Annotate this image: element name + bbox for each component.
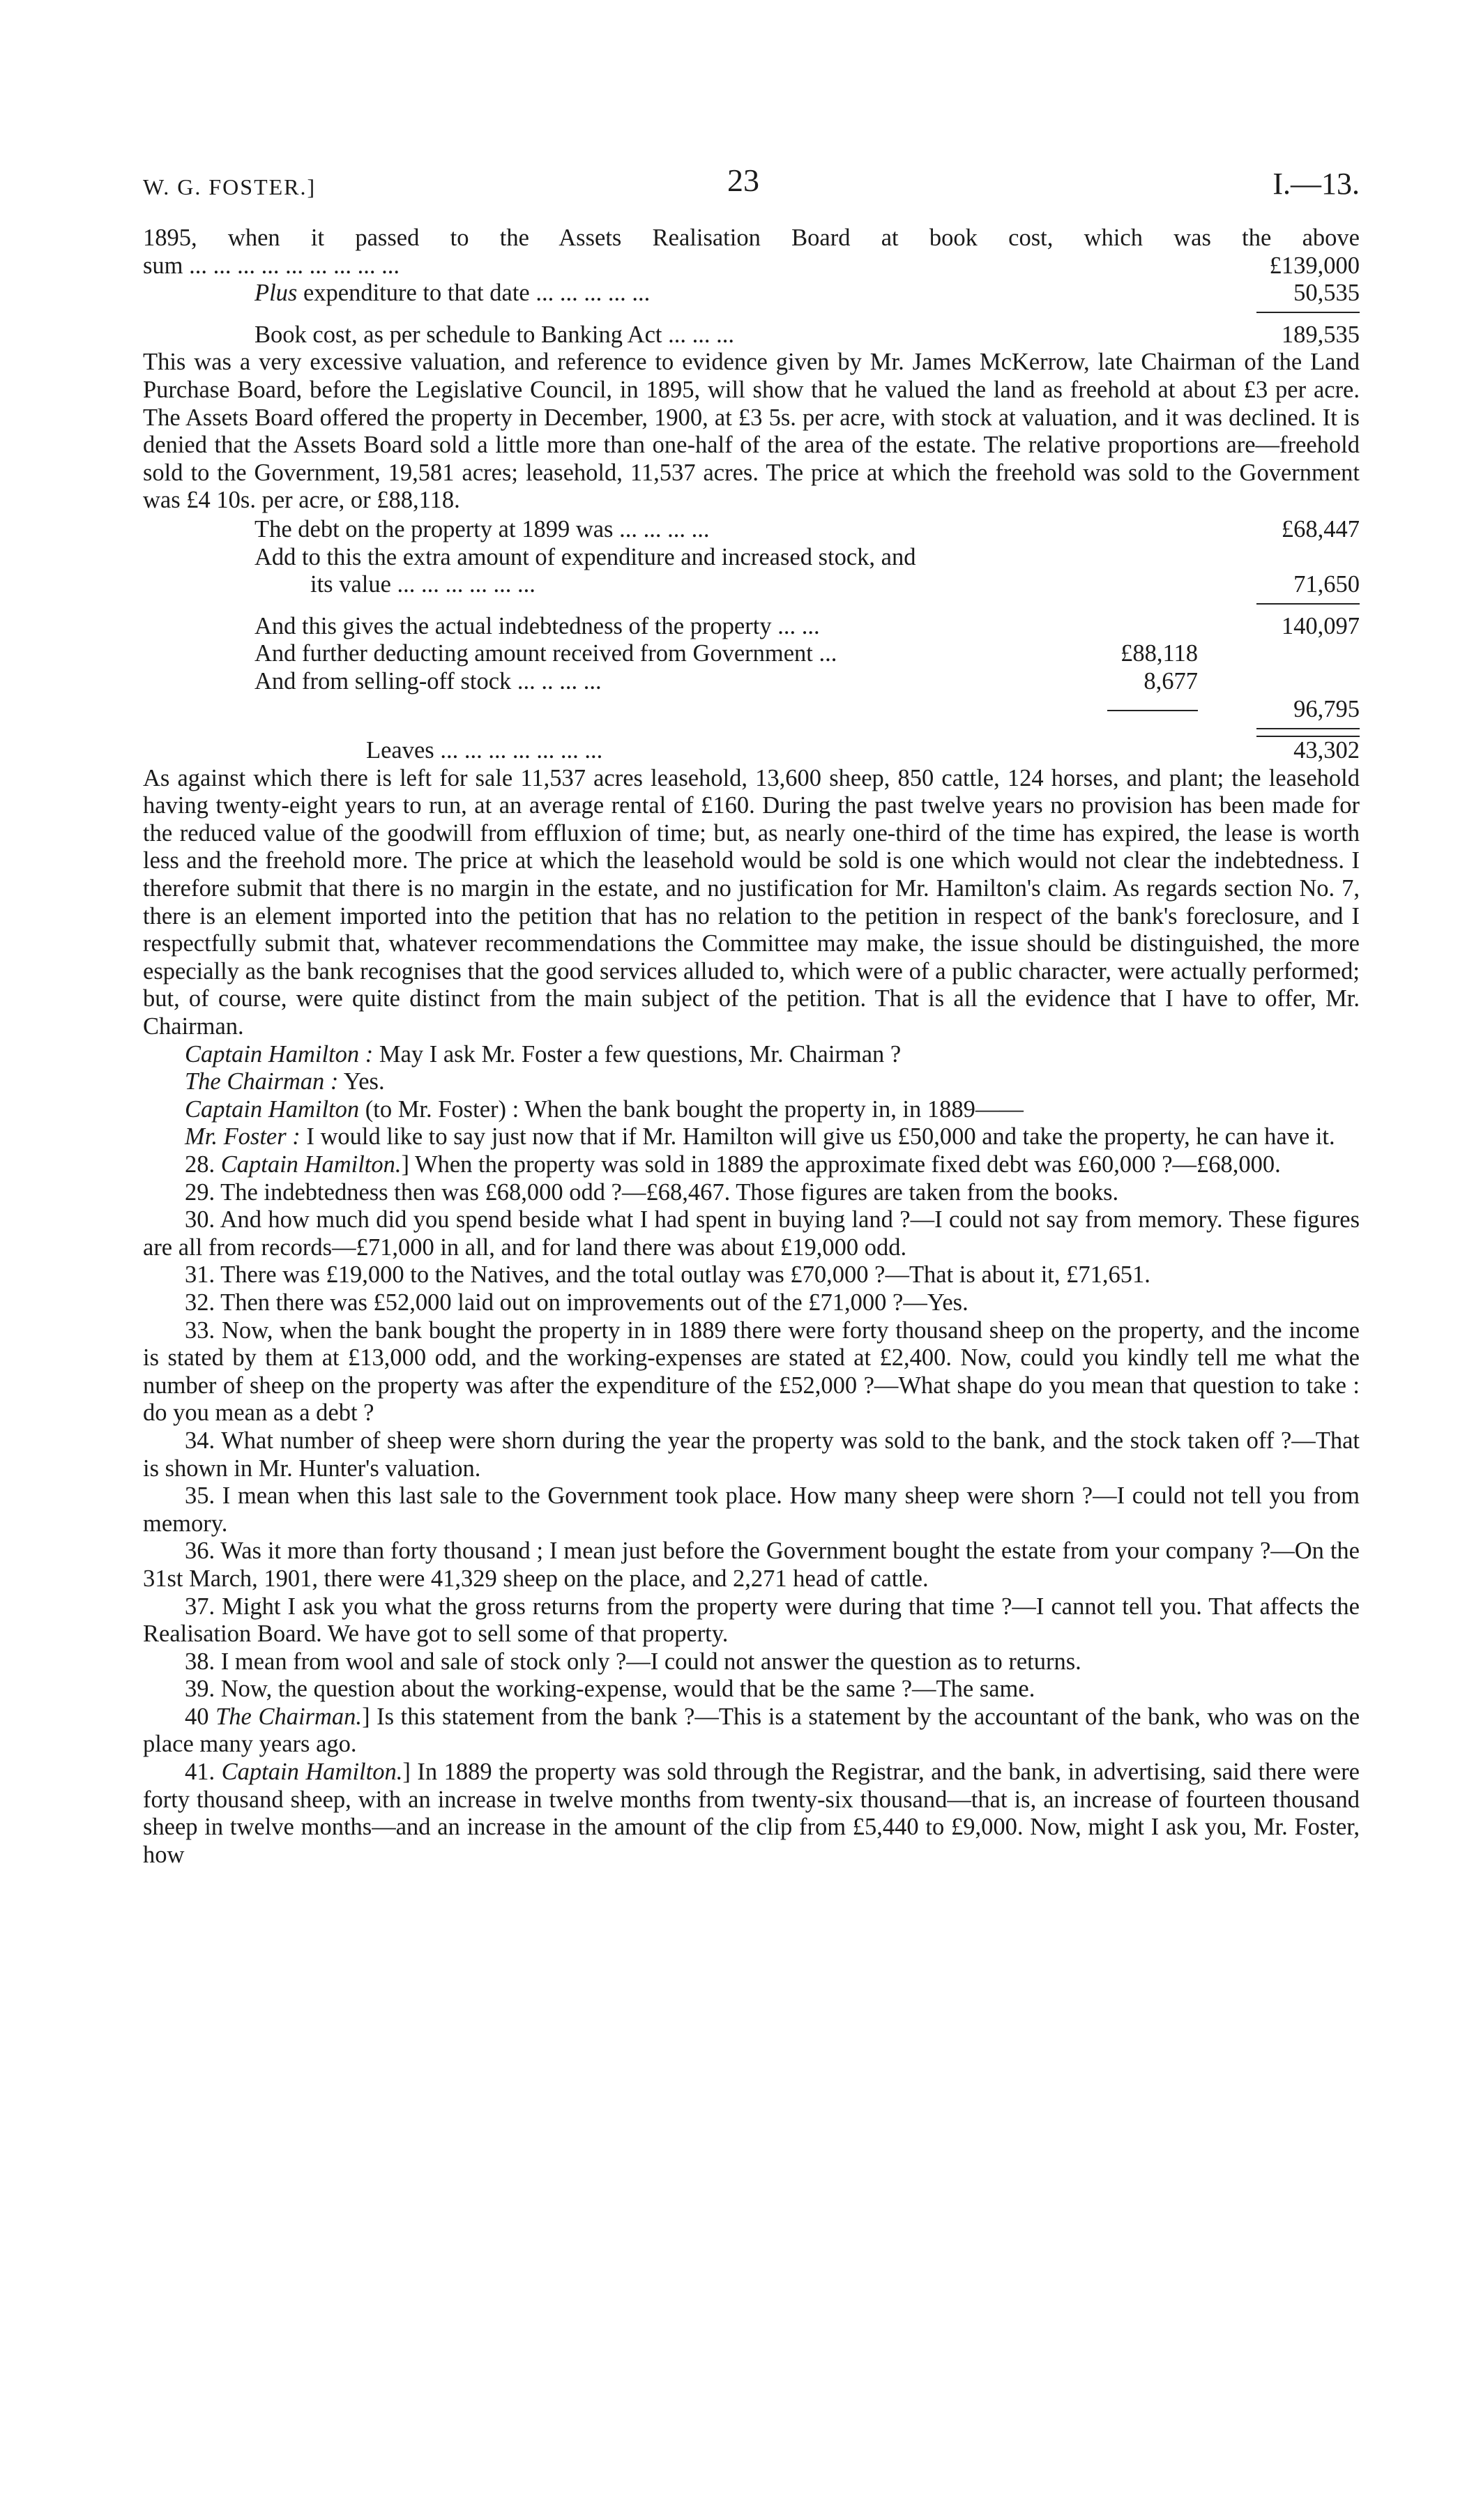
ledger-label: Add to this the extra amount of expenditure and increased stock, and <box>254 543 916 570</box>
dialogue-line <box>143 1123 1360 1151</box>
question-28 <box>143 1151 1360 1179</box>
question-text: There was £19,000 to the Natives, and the total outlay was £70,000 ?—That is about it, £71,651. <box>220 1261 1150 1289</box>
question-number: 31. <box>185 1261 215 1289</box>
utterance: (to Mr. Foster) : When the bank bought the property in, in 1889—— <box>359 1095 1024 1123</box>
question-number: 34. <box>185 1427 215 1454</box>
ledger-row-leaves <box>143 737 1360 765</box>
question-text: ] Is this statement from the bank ?—This is a statement by the accountant of the bank, who was on the place many years ago. <box>143 1703 1360 1758</box>
ledger-row-stock <box>143 668 1360 696</box>
ledger-amount: 50,535 <box>1293 280 1360 307</box>
ledger-label <box>254 280 650 308</box>
sum-rule <box>1256 603 1360 605</box>
question-text: Now, the question about the working-expense, would that be the same ?—The same. <box>220 1676 1035 1703</box>
question-32 <box>143 1289 1360 1317</box>
question-38 <box>143 1648 1360 1676</box>
question-39 <box>143 1676 1360 1703</box>
ledger-label: its value ... ... ... ... ... ... <box>310 571 535 598</box>
ledger-label: The debt on the property at 1899 was ... ... ... ... <box>254 515 710 542</box>
ledger-row-sum <box>143 252 1360 280</box>
dialogue-line <box>143 1068 1360 1096</box>
ledger-label: Book cost, as per schedule to Banking Act ... ... ... <box>254 321 734 348</box>
ledger-label: sum ... ... ... ... ... ... ... ... ... <box>143 252 400 279</box>
ledger-label: And this gives the actual indebtedness of the property ... ... <box>254 612 820 639</box>
sum-rule <box>1256 312 1360 313</box>
question-speaker: Captain Hamilton. <box>221 1759 403 1786</box>
speaker: The Chairman : <box>185 1068 339 1095</box>
header-witness-name: W. G. FOSTER.] <box>143 174 317 199</box>
question-number: 33. <box>185 1316 215 1344</box>
plus-label: Plus <box>254 280 298 307</box>
sum-rule <box>1256 736 1360 737</box>
dialogue-section <box>143 1041 1360 1151</box>
question-text: Was it more than forty thousand ; I mean just before the Government bought the estate from your company ?—On the 31st March, 1901, there were 41,329 sheep on the place, and 2,271 head of cattle. <box>143 1538 1360 1592</box>
ledger-amount: 189,535 <box>1281 321 1360 348</box>
question-number: 29. <box>185 1178 215 1206</box>
question-text: ] In 1889 the property was sold through the Registrar, and the bank, in advertising, said there were forty thousand sheep, with an increase in twelve months from twenty-six thousand—that is, an increase of fourteen thousand sheep in twelve months—and an increase in the amount of the clip from £5,440 to £9,000. Now, might I ask you, Mr. Foster, how <box>143 1759 1360 1868</box>
dialogue-line <box>143 1041 1360 1069</box>
question-41 <box>143 1759 1360 1869</box>
question-text: I mean when this last sale to the Government took place. How many sheep were shorn ?—I could not tell you from memory. <box>143 1482 1360 1537</box>
question-text: And how much did you spend beside what I had spent in buying land ?—I could not say from memory. These figures are all from records—£71,000 in all, and for land there was about £19,000 odd. <box>143 1206 1360 1261</box>
utterance: Yes. <box>338 1068 385 1095</box>
question-number: 28. <box>185 1151 215 1178</box>
question-text: ] When the property was sold in 1889 the approximate fixed debt was £60,000 ?—£68,000. <box>401 1151 1281 1178</box>
question-40 <box>143 1703 1360 1759</box>
sub-rule <box>1107 710 1198 711</box>
question-speaker: The Chairman. <box>215 1703 363 1730</box>
paragraph-leasehold: As against which there is left for sale 11,537 acres leasehold, 13,600 sheep, 850 cattle, 124 horses, and plant; the leasehold having twenty-eight years to run, at an average rental of £160. During the past twelve years no provision has been made for the reduced value of the goodwill from effluxion of time; but, as nearly one-third of the time has expired, the lease is worth less and the freehold more. The price at which the leasehold would be sold is one which would not clear the indebtedness. I therefore submit that there is no margin in the estate, and no justification for Mr. Hamilton's claim. As regards section No. 7, there is an element imported into the petition that has no relation to the petition in respect of the bank's foreclosure, and I respectfully submit that, whatever recommendations the Committee may make, the issue should be distinguished, the more especially as the bank recognises that the good services alluded to, which were of a public character, were actually performed; but, of course, were quite distinct from the main subject of the petition. That is all the evidence that I have to offer, Mr. Chairman. <box>143 764 1360 1040</box>
questions-section <box>143 1151 1360 1869</box>
question-number: 35. <box>185 1482 215 1510</box>
ledger-label: And from selling-off stock ... .. ... ... <box>254 667 602 694</box>
question-text: Then there was £52,000 laid out on improvements out of the £71,000 ?—Yes. <box>220 1289 968 1316</box>
question-number: 41. <box>185 1759 215 1786</box>
question-number: 39. <box>185 1676 215 1703</box>
ledger-row-book-cost <box>143 321 1360 349</box>
page-header <box>143 162 1360 204</box>
ledger-sub-amount: £88,118 <box>1120 640 1198 667</box>
page-body <box>143 225 1360 1869</box>
ledger-row-subtotal <box>143 696 1360 724</box>
paragraph-valuation: This was a very excessive valuation, and reference to evidence given by Mr. James McKerrow, late Chairman of the Land Purchase Board, before the Legislative Council, in 1895, will show that he valued the land as freehold at about £3 per acre. The Assets Board offered the property in December, 1900, at £3 5s. per acre, with stock at valuation, and it was declined. It is denied that the Assets Board sold a little more than one-half of the area of the estate. The relative proportions are—freehold sold to the Government, 19,581 acres; leasehold, 11,537 acres. The price at which the freehold was sold to the Government was £4 10s. per acre, or £88,118. <box>143 349 1360 514</box>
question-number: 36. <box>185 1538 215 1565</box>
ledger-amount: 140,097 <box>1281 612 1360 639</box>
ledger-row-add-value <box>143 571 1360 599</box>
question-33 <box>143 1317 1360 1427</box>
ledger-amount: 96,795 <box>1293 695 1360 722</box>
ledger-amount: 71,650 <box>1293 571 1360 598</box>
question-30 <box>143 1206 1360 1261</box>
question-number: 40 <box>185 1703 209 1730</box>
speaker: Mr. Foster : <box>185 1123 301 1151</box>
question-text: The indebtedness then was £68,000 odd ?—£68,467. Those figures are taken from the books. <box>220 1178 1119 1206</box>
utterance: I would like to say just now that if Mr. Hamilton will give us £50,000 and take the property, he can have it. <box>300 1123 1335 1151</box>
question-speaker: Captain Hamilton. <box>220 1151 402 1178</box>
ledger-label: Leaves ... ... ... ... ... ... ... <box>366 737 603 764</box>
question-text: Now, when the bank bought the property in in 1889 there were forty thousand sheep on the property, and the income is stated by them at £13,000 odd, and the working-expenses are stated at £2,400. Now, could you kindly tell me what the number of sheep on the property was after the expenditure of the £52,000 ?—What shape do you mean that question to take : do you mean as a debt ? <box>143 1316 1360 1427</box>
ledger-row-actual <box>143 613 1360 641</box>
ledger-row-add <box>143 544 1360 572</box>
question-36 <box>143 1538 1360 1593</box>
ledger-amount: £68,447 <box>1281 515 1360 542</box>
ledger-sub-amount: 8,677 <box>1144 667 1198 694</box>
ledger-row-debt <box>143 516 1360 544</box>
question-number: 32. <box>185 1289 215 1316</box>
sum-rule <box>1256 728 1360 729</box>
paper-reference: I.—13. <box>1272 167 1360 201</box>
question-34 <box>143 1427 1360 1482</box>
question-29 <box>143 1179 1360 1207</box>
ledger-row-government <box>143 640 1360 668</box>
speaker: Captain Hamilton <box>185 1095 360 1123</box>
ledger-label: And further deducting amount received from Government ... <box>254 640 837 667</box>
question-text: What number of sheep were shorn during the year the property was sold to the bank, and the stock taken off ?—That is shown in Mr. Hunter's valuation. <box>143 1427 1360 1482</box>
page-number: 23 <box>727 162 759 198</box>
question-number: 37. <box>185 1593 215 1620</box>
question-text: I mean from wool and sale of stock only ?—I could not answer the question as to returns. <box>220 1648 1081 1675</box>
opening-line: 1895, when it passed to the Assets Realisation Board at book cost, which was the above <box>143 225 1360 251</box>
dialogue-line <box>143 1096 1360 1124</box>
plus-text: expenditure to that date ... ... ... ... ... <box>297 280 651 307</box>
ledger-amount: £139,000 <box>1269 252 1360 279</box>
question-text: Might I ask you what the gross returns from the property were during that time ?—I cannot tell you. That affects the Realisation Board. We have got to sell some of that property. <box>143 1593 1360 1648</box>
speaker: Captain Hamilton : <box>185 1040 374 1068</box>
question-number: 38. <box>185 1648 215 1675</box>
ledger-row-plus <box>143 280 1360 308</box>
question-number: 30. <box>185 1206 215 1234</box>
question-35 <box>143 1482 1360 1538</box>
ledger-amount: 43,302 <box>1293 737 1360 764</box>
question-37 <box>143 1593 1360 1648</box>
question-31 <box>143 1261 1360 1289</box>
utterance: May I ask Mr. Foster a few questions, Mr. Chairman ? <box>373 1040 902 1068</box>
